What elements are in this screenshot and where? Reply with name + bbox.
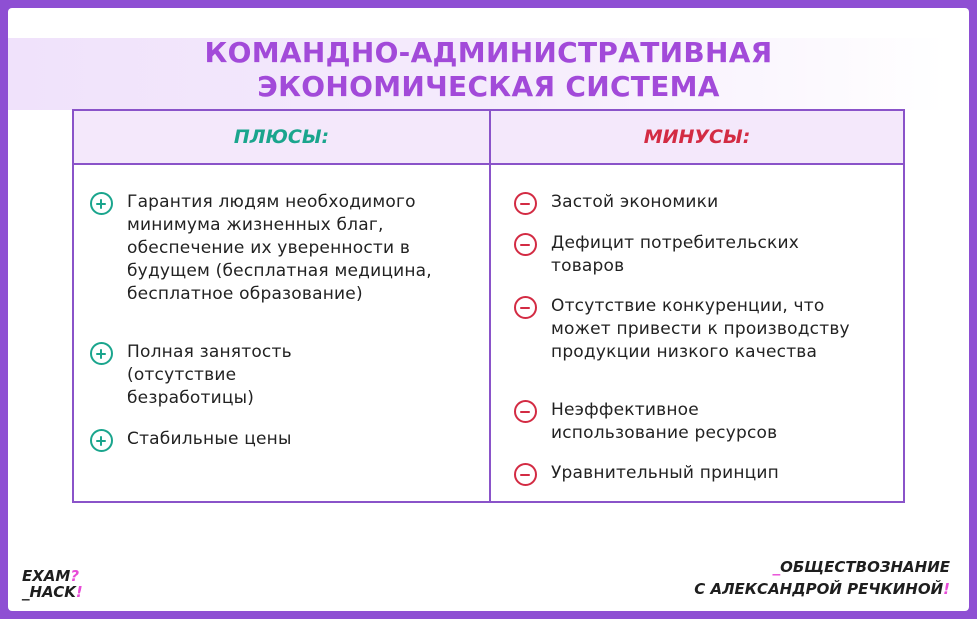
cons-item-text: Дефицит потребительских товаров <box>551 233 800 276</box>
pros-item <box>90 428 470 452</box>
plus-circle-icon <box>90 429 113 452</box>
pros-item-text: Полная занятость (отсутствие безработицы) <box>127 342 292 408</box>
pros-item-text: Гарантия людям необходимого минимума жизненных благ, обеспечение их уверенности в будущем (бесплатная медицина, бесплатное образование) <box>127 192 432 304</box>
signature-line-1: ОБЩЕСТВОЗНАНИЕ <box>780 558 950 576</box>
plus-circle-icon <box>90 192 113 215</box>
logo-mark-1: ? <box>70 567 80 585</box>
signature-prefix: _ <box>772 558 781 576</box>
cons-item-text: Отсутствие конкуренции, что может привести к производству продукции низкого качества <box>551 296 850 362</box>
pros-item-text: Стабильные цены <box>127 429 292 449</box>
author-signature <box>694 556 950 600</box>
minus-circle-icon <box>514 400 537 423</box>
cons-item <box>514 399 874 445</box>
cons-item-text: Застой экономики <box>551 192 719 212</box>
title-line-2: ЭКОНОМИЧЕСКАЯ СИСТЕМА <box>257 70 720 103</box>
cons-item <box>514 232 874 278</box>
pros-header: ПЛЮСЫ: <box>233 126 330 148</box>
cons-item <box>514 462 874 486</box>
minus-circle-icon <box>514 233 537 256</box>
plus-circle-icon <box>90 342 113 365</box>
page-title <box>8 36 969 104</box>
slide <box>8 8 969 611</box>
cons-item-text: Уравнительный принцип <box>551 463 779 483</box>
signature-line-2: С АЛЕКСАНДРОЙ РЕЧКИНОЙ <box>694 580 944 598</box>
cons-header: МИНУСЫ: <box>643 126 751 148</box>
column-divider <box>489 111 491 501</box>
examhack-logo <box>22 568 83 600</box>
title-line-1: КОМАНДНО-АДМИНИСТРАТИВНАЯ <box>204 36 773 69</box>
cons-item <box>514 295 874 364</box>
logo-word-2: _HACK <box>22 583 76 601</box>
signature-mark: ! <box>943 580 950 598</box>
minus-circle-icon <box>514 463 537 486</box>
pros-cons-table <box>72 109 905 503</box>
cons-item <box>514 191 874 215</box>
minus-circle-icon <box>514 296 537 319</box>
logo-mark-2: ! <box>75 583 83 601</box>
cons-item-text: Неэффективное использование ресурсов <box>551 400 778 443</box>
pros-item <box>90 341 470 410</box>
pros-item <box>90 191 470 306</box>
logo-word-1: EXAM <box>22 567 71 585</box>
minus-circle-icon <box>514 192 537 215</box>
